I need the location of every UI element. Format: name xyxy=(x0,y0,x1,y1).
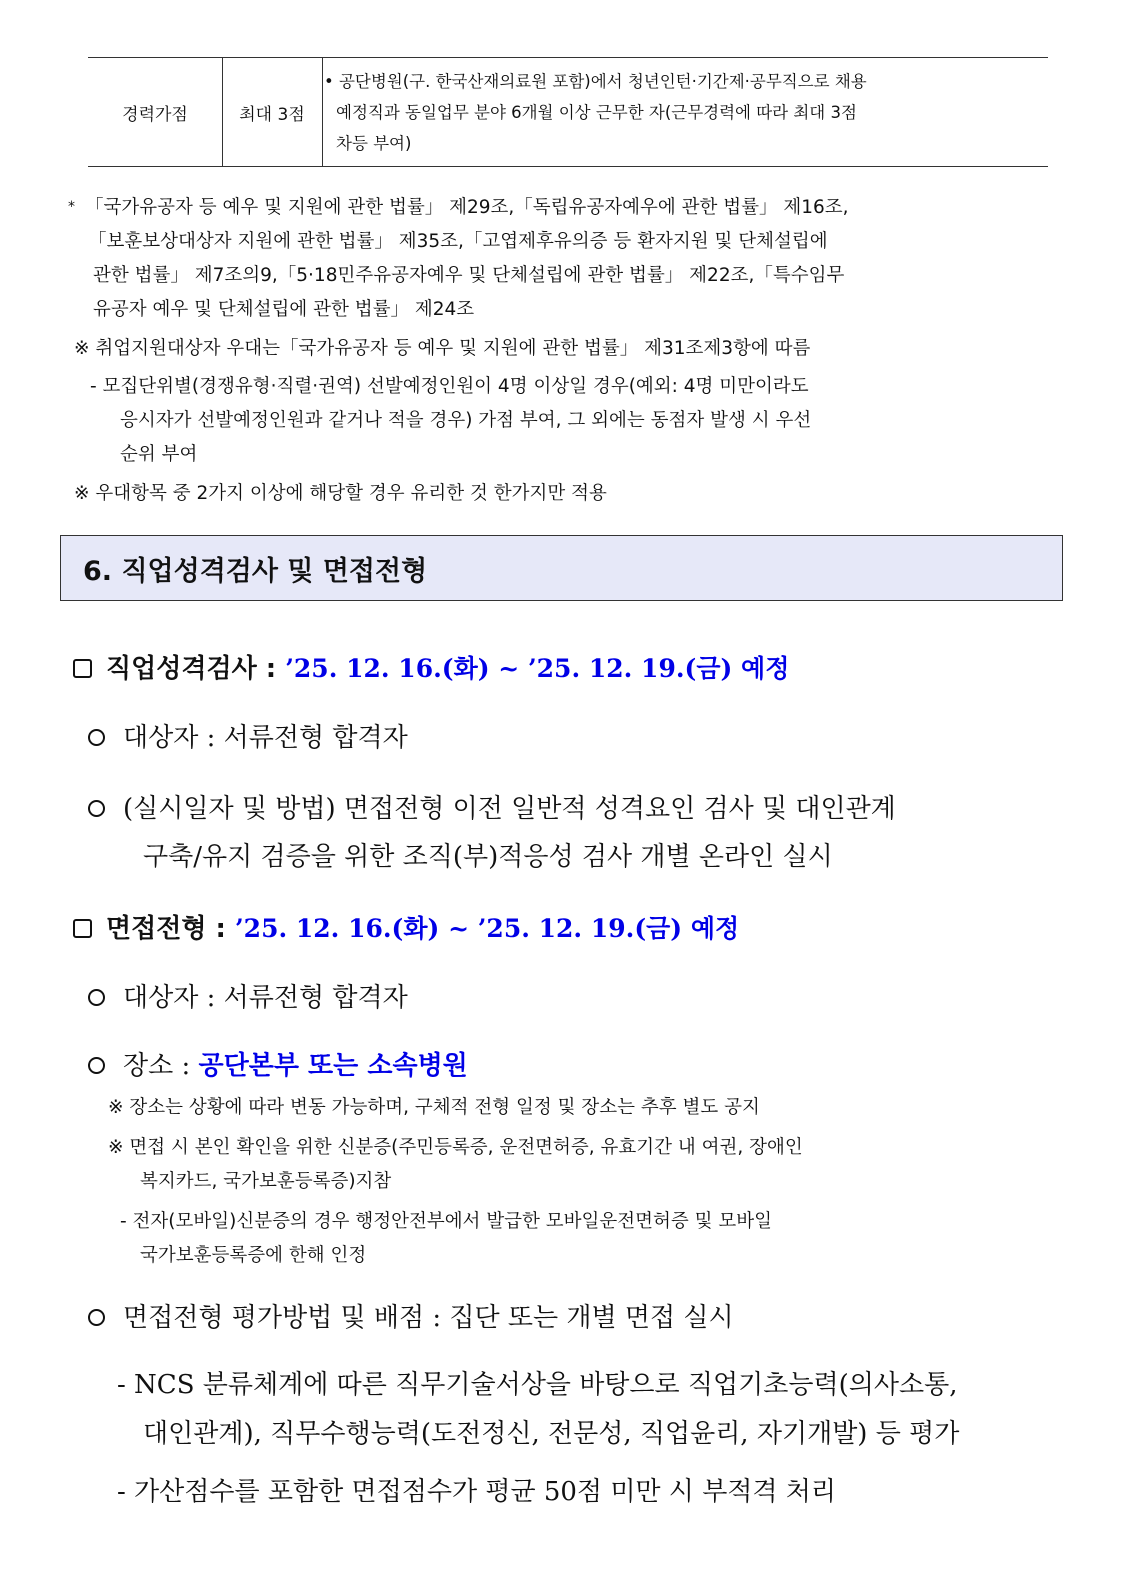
test-method-line: 구축/유지 검증을 위한 조직(부)적응성 검사 개별 온라인 실시 xyxy=(143,842,833,872)
interview-place xyxy=(88,1045,468,1082)
description-line: 예정직과 동일업무 분야 6개월 이상 근무한 자(근무경력에 따라 최대 3점 xyxy=(336,103,857,122)
qualification-table xyxy=(88,57,1048,167)
test-method-line: (실시일자 및 방법) 면접전형 이전 일반적 성격요인 검사 및 대인관계 xyxy=(123,794,896,824)
test-heading-label: 직업성격검사 : xyxy=(106,654,286,684)
eval-dash-line: - 가산점수를 포함한 면접점수가 평균 50점 미만 시 부적격 처리 xyxy=(117,1477,837,1507)
section-title: 6. 직업성격검사 및 면접전형 xyxy=(83,556,428,587)
footnote-line: 관한 법률」 제7조의9,「5·18민주유공자예우 및 단체설립에 관한 법률」 제22조,「특수임무 xyxy=(93,265,845,286)
reference-note: ※ 우대항목 중 2가지 이상에 해당할 경우 유리한 것 한가지만 적용 xyxy=(74,483,607,504)
footnote-line: 유공자 예우 및 단체설립에 관한 법률」 제24조 xyxy=(93,299,475,320)
checkbox-square-icon xyxy=(73,659,92,678)
interview-target xyxy=(88,977,408,1014)
circle-bullet-icon xyxy=(88,800,105,817)
table-cell-description xyxy=(324,66,1044,159)
reference-note: ※ 면접 시 본인 확인을 위한 신분증(주민등록증, 운전면허증, 유효기간 내 여권, 장애인 xyxy=(108,1137,803,1158)
dash-note-line: 국가보훈등록증에 한해 인정 xyxy=(140,1245,367,1266)
test-target xyxy=(88,717,408,754)
reference-note: ※ 장소는 상황에 따라 변동 가능하며, 구체적 전형 일정 및 장소는 추후 별도 공지 xyxy=(108,1097,760,1118)
reference-note: 복지카드, 국가보훈등록증)지참 xyxy=(140,1171,392,1192)
circle-bullet-icon xyxy=(88,1057,105,1074)
interview-eval-text: 면접전형 평가방법 및 배점 : 집단 또는 개별 면접 실시 xyxy=(123,1303,734,1333)
checkbox-square-icon xyxy=(73,919,92,938)
footnote-line: 「국가유공자 등 예우 및 지원에 관한 법률」 제29조,「독립유공자예우에 관한 법률」 제16조, xyxy=(85,197,849,218)
test-heading xyxy=(73,648,789,685)
test-heading-date: ’25. 12. 16.(화) ~ ’25. 12. 19.(금) 예정 xyxy=(285,654,790,683)
table-cell-category: 경력가점 xyxy=(88,58,223,166)
dash-note-line: - 모집단위별(경쟁유형·직렬·권역) 선발예정인원이 4명 이상일 경우(예외: 4명 미만이라도 xyxy=(90,376,809,397)
test-target-text: 대상자 : 서류전형 합격자 xyxy=(123,723,408,753)
eval-dash-line: 대인관계), 직무수행능력(도전정신, 전문성, 직업윤리, 자기개발) 등 평가 xyxy=(143,1419,960,1449)
dash-note-line: - 전자(모바일)신분증의 경우 행정안전부에서 발급한 모바일운전면허증 및 모바일 xyxy=(120,1211,773,1232)
circle-bullet-icon xyxy=(88,989,105,1006)
interview-target-text: 대상자 : 서류전형 합격자 xyxy=(123,983,408,1013)
interview-heading-date: ’25. 12. 16.(화) ~ ’25. 12. 19.(금) 예정 xyxy=(234,914,740,943)
interview-heading-label: 면접전형 : xyxy=(106,914,235,944)
dash-note-line: 응시자가 선발예정인원과 같거나 적을 경우) 가점 부여, 그 외에는 동점자 발생 시 우선 xyxy=(120,410,812,431)
interview-place-value: 공단본부 또는 소속병원 xyxy=(198,1051,468,1081)
section-header xyxy=(60,535,1063,601)
footnote-line: 「보훈보상대상자 지원에 관한 법률」 제35조,「고엽제후유의증 등 환자지원 및 단체설립에 xyxy=(88,231,828,252)
interview-place-label: 장소 : xyxy=(123,1051,199,1081)
description-line: • 공단병원(구. 한국산재의료원 포함)에서 청년인턴·기간제·공무직으로 채용 xyxy=(324,72,867,91)
reference-note: ※ 취업지원대상자 우대는「국가유공자 등 예우 및 지원에 관한 법률」 제31조제3항에 따름 xyxy=(74,338,811,359)
table-cell-points: 최대 3점 xyxy=(222,58,323,166)
footnote-mark: * xyxy=(68,199,75,215)
interview-eval xyxy=(88,1297,734,1334)
description-line: 차등 부여) xyxy=(336,134,412,153)
test-method xyxy=(88,788,896,825)
circle-bullet-icon xyxy=(88,1309,105,1326)
circle-bullet-icon xyxy=(88,729,105,746)
interview-heading xyxy=(73,908,739,945)
eval-dash-line: - NCS 분류체계에 따른 직무기술서상을 바탕으로 직업기초능력(의사소통, xyxy=(117,1370,958,1400)
dash-note-line: 순위 부여 xyxy=(120,444,198,465)
